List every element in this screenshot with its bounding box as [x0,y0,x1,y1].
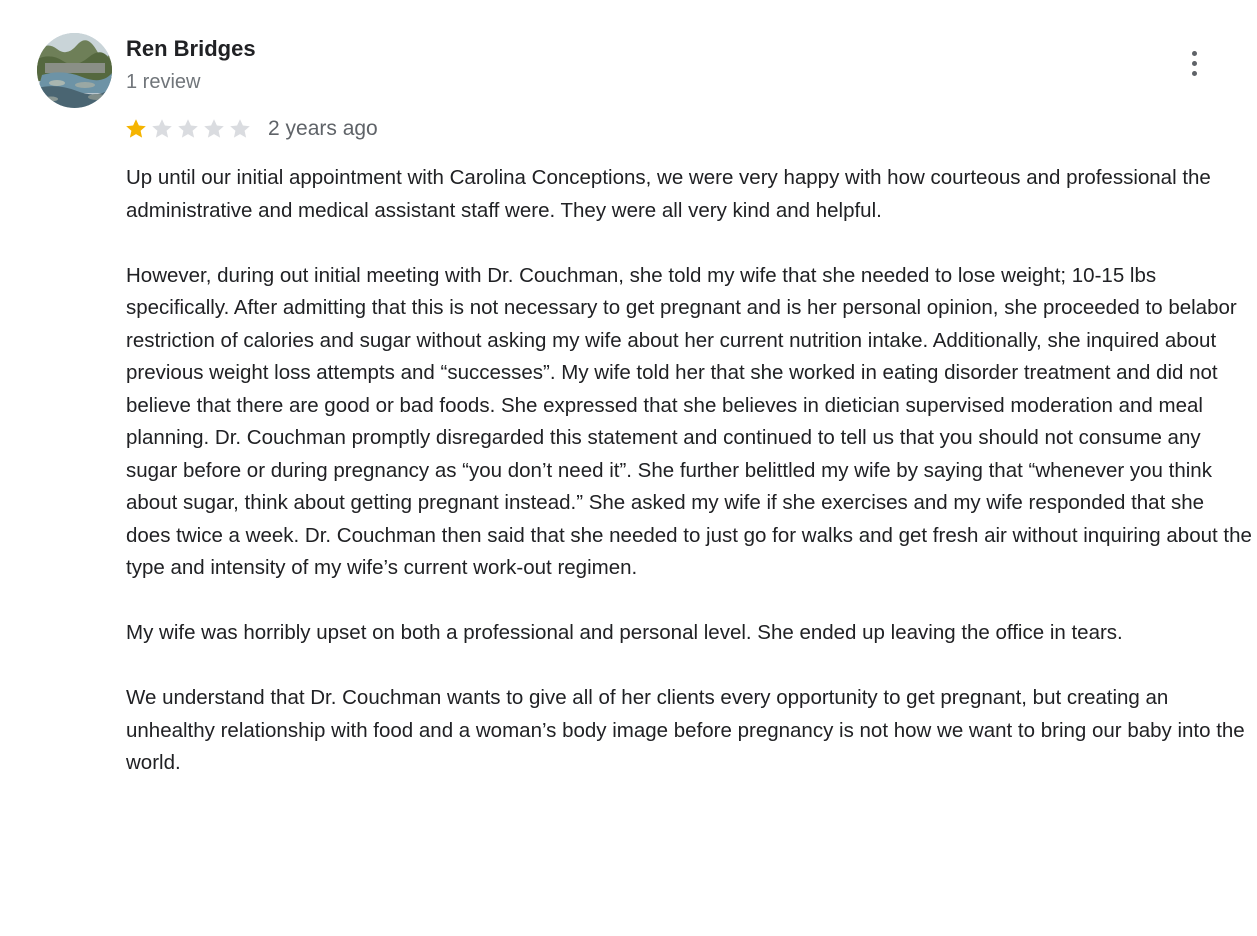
review-text [126,162,1254,780]
star-filled-icon [124,117,148,141]
star-empty-icon [202,117,226,141]
star-rating [124,117,252,141]
review-paragraph: Up until our initial appointment with Carolina Conceptions, we were very happy with how courteous and professional the administrative and medical assistant staff were. They were all very kind and helpful. [126,166,1211,222]
more-vert-icon-dot [1192,61,1197,66]
star-empty-icon [228,117,252,141]
review-header [126,34,256,97]
author-review-count[interactable]: 1 review [126,71,201,93]
profile-photo-icon [37,33,112,108]
review-paragraph: However, during out initial meeting with Dr. Couchman, she told my wife that she needed to lose weight; 10-15 lbs specifically. After admitting that this is not necessary to get pregnant and is her personal opinion, she proceeded to belabor restriction of calories and sugar without asking my wife about her current nutrition intake. Additionally, she inquired about previous weight loss attempts and “successes”. My wife told her that she worked in eating disorder treatment and did not believe that there are good or bad foods. She expressed that she believes in dietician supervised moderation and meal planning. Dr. Couchman promptly disregarded this statement and continued to tell us that you should not consume any sugar before or during pregnancy as “you don’t need it”. She further belittled my wife by saying that “whenever you think about sugar, think about getting pregnant instead.” She asked my wife if she exercises and my wife responded that she does twice a week. Dr. Couchman then said that she needed to just go for walks and get fresh air without inquiring about the type and intensity of my wife’s current work-out regimen. [126,263,1252,579]
author-name[interactable]: Ren Bridges [126,36,256,61]
review-paragraph: We understand that Dr. Couchman wants to give all of her clients every opportunity to get pregnant, but creating an unhealthy relationship with food and a woman’s body image before pregnancy is not how we want to bring our baby into the world. [126,686,1245,774]
review-date: 2 years ago [268,117,378,140]
more-options-button[interactable] [1176,44,1212,82]
star-empty-icon [176,117,200,141]
star-empty-icon [150,117,174,141]
review-paragraph: My wife was horribly upset on both a professional and personal level. She ended up leaving the office in tears. [126,621,1123,644]
more-vert-icon-dot [1192,71,1197,76]
more-vert-icon [1192,51,1197,56]
rating-row [124,114,378,144]
avatar[interactable] [37,33,112,108]
